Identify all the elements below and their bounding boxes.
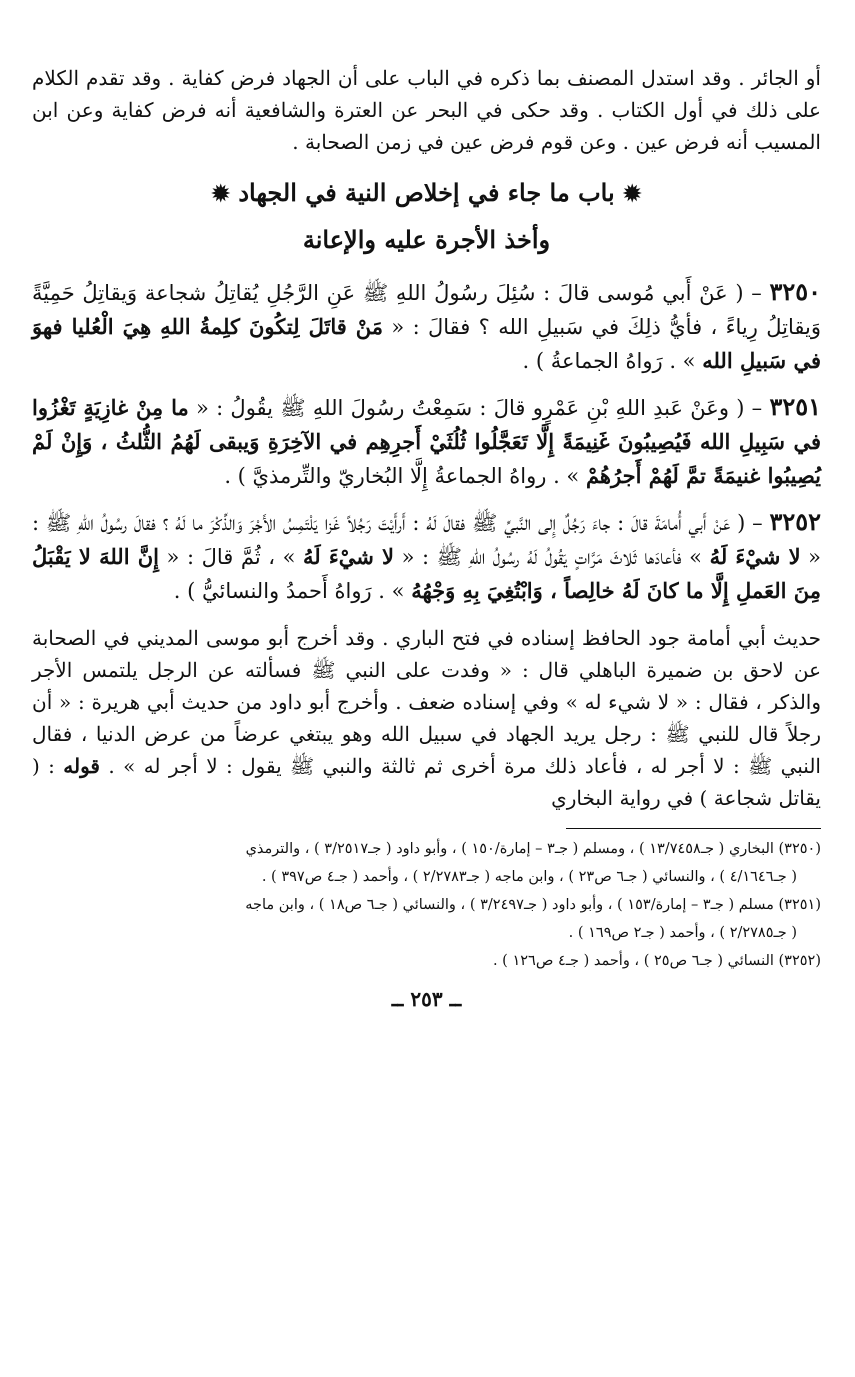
hadith-number: ٣٢٥١	[769, 392, 821, 421]
hadith-saying: ما مِنْ غازِيَةٍ تَغْزُوا في سَبِيلِ الله فَيُصِيبُونَ غَنِيمَةً إِلَّا تَعَجَّلُوا ثُلُثَيْ أَجرِهِم في الآخِرَةِ وَيبقى لَهُمُ الثُّلثُ ، وَإِنْ لَمْ يُصِيبُوا غنيمَةً تمَّ لَهُمْ أَجرُهُمْ	[32, 395, 821, 488]
hadith-saying: إِنَّ اللهَ لا يَقْبَلُ مِنَ العَملِ إِلَّا ما كانَ لَهُ خالِصاً ، وَابْتُغِيَ بِهِ وَجْهُهُ	[32, 544, 821, 603]
hadith-text: – ( عَنْ أَبي مُوسى قالَ : سُئِلَ رسُولُ اللهِ ﷺ عَنِ الرَّجُلِ يُقاتِلُ شجاعة وَيقاتِلُ حَمِيَّةً وَيقاتِلُ رِياءً ، فأيُّ ذلِكَ في سَبيلِ الله ؟ فقالَ : «	[32, 281, 821, 339]
hadith-saying: مَنْ قاتَلَ لِتكُونَ كلِمةُ اللهِ هِيَ الْعُليا فهوَ في سَبيلِ الله	[32, 314, 821, 373]
hadith-text: » . رَواهُ أَحمدُ والنسائيُّ ) .	[173, 579, 412, 603]
chapter-heading-line-2: وأخذ الأجرة عليه والإعانة	[302, 225, 551, 254]
hadith-text: – ( عَنْ أَبي أُمامَةَ قالَ : جاءَ رَجُلٌ إِلى النَّبيِّ ﷺ فقالَ لَهُ : أَرأَيْتَ رَجُلاً غَزا يَلْتَمِسُ الأَجْرَ وَالذِّكْرَ ما لَهُ ؟ فقالَ رسُولُ اللهِ ﷺ : «	[32, 511, 822, 569]
hadith-3251	[32, 390, 821, 493]
hadith-saying: لا شيْءَ لَهُ	[709, 544, 801, 569]
footnote-line: (٣٢٥٢) النسائي ( جـ٦ ص٢٥ ) ، وأحمد ( جـ٤ ص١٢٦ ) .	[492, 953, 821, 969]
footnote-line: (٣٢٥١) مسلم ( جـ٣ – إمارة/١٥٣ ) ، وأبو داود ( جـ٣/٢٤٩٧ ) ، والنسائي ( جـ٦ ص١٨ ) ، وابن ماجه	[245, 897, 821, 913]
commentary-text: حديث أبي أمامة جود الحافظ إسناده في فتح الباري . وقد أخرج أبو موسى المديني في الصحابة عن لاحق بن ضميرة الباهلي قال : « وفدت على النبي ﷺ فسألته عن الرجل يلتمس الأجر والذكر ، فقال : « لا شيء له » وفي إسناده ضعف . وأخرج أبو داود من حديث أبي هريرة : « أن رجلاً قال للنبي ﷺ : رجل يريد الجهاد في سبيل الله وهو يبتغي عرضاً من عرض الدنيا ، فقال النبي ﷺ : لا أجر له ، فأعاد ذلك مرة أخرى ثم ثالثة والنبي ﷺ يقول : لا أجر له » .	[32, 626, 821, 778]
hadith-text: – ( وعَنْ عَبدِ اللهِ بْنِ عَمْرٍو قالَ : سَمِعْتُ رسُولَ اللهِ ﷺ يقُولُ : «	[188, 396, 770, 420]
hadith-3252	[32, 505, 821, 608]
commentary-label: قوله	[63, 754, 100, 778]
footnote-line: (٣٢٥٠) البخاري ( جـ١٣/٧٤٥٨ ) ، ومسلم ( جـ٣ – إمارة/١٥٠ ) ، وأبو داود ( جـ٣/٢٥١٧ ) ، والترمذي	[245, 841, 821, 857]
footnotes	[32, 835, 821, 975]
ornament-star-icon: ✹	[623, 181, 642, 207]
hadith-text: » ، ثُمَّ قالَ : «	[158, 545, 303, 569]
commentary-tail: : ( يقاتل شجاعة ) في رواية البخاري	[32, 754, 821, 810]
hadith-saying: لا شيْءَ لَهُ	[303, 544, 395, 569]
page-number: ــ ٢٥٣ ــ	[391, 987, 462, 1011]
chapter-title: باب ما جاء في إخلاص النية في الجهاد	[238, 178, 615, 207]
footnote-line: ( جـ٤/١٦٤٦ ) ، والنسائي ( جـ٦ ص٢٣ ) ، وابن ماجه ( جـ٢/٢٧٨٣ ) ، وأحمد ( جـ٤ ص٣٩٧ ) .	[261, 869, 797, 885]
hadith-text: » فأعادَها ثَلاثَ مَرَّاتٍ يَقُولُ لَهُ رسُولُ اللهِ ﷺ : «	[394, 545, 710, 569]
chapter-heading-line-1	[32, 170, 821, 217]
intro-paragraph: أو الجائر . وقد استدل المصنف بما ذكره في الباب على أن الجهاد فرض كفاية . وقد تقدم الكلام على ذلك في أول الكتاب . وقد حكى في البحر عن العترة والشافعية أنه فرض كفاية وعن ابن المسيب أنه فرض عين . وعن قوم فرض عين في زمن الصحابة .	[32, 66, 821, 154]
hadith-text: » . رَواهُ الجماعةُ ) .	[522, 349, 703, 373]
hadith-text: » . رواهُ الجماعةُ إِلَّا البُخاريّ والتِّرمذيَّ ) .	[224, 464, 586, 488]
hadith-number: ٣٢٥٢	[769, 507, 821, 536]
footnote-line: ( جـ٢/٢٧٨٥ ) ، وأحمد ( جـ٢ ص١٦٩ ) .	[568, 925, 797, 941]
chapter-heading	[32, 170, 821, 263]
commentary-paragraph	[32, 622, 821, 814]
hadith-3250	[32, 275, 821, 378]
ornament-star-icon: ✹	[211, 181, 230, 207]
footnote-divider	[566, 828, 821, 829]
hadith-number: ٣٢٥٠	[769, 277, 821, 306]
